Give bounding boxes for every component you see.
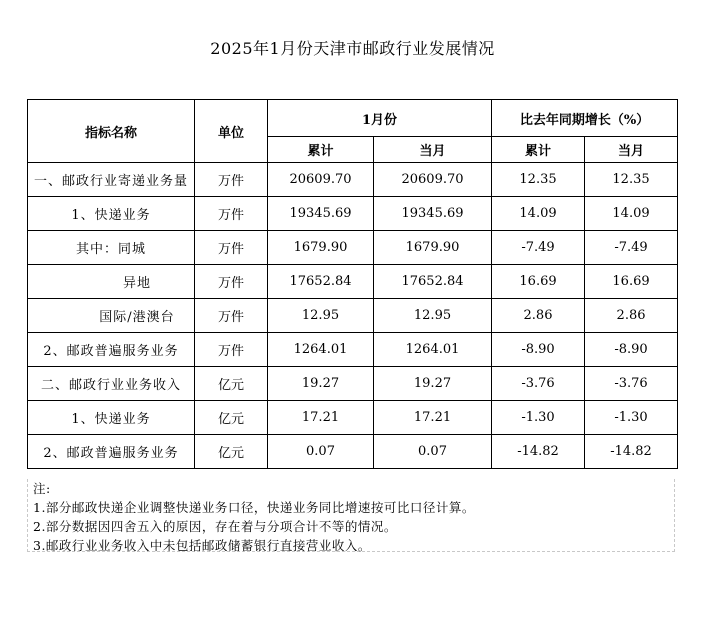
table-row <box>28 163 678 197</box>
row-name: 异地 <box>28 265 195 299</box>
row-name: 国际/港澳台 <box>28 299 195 333</box>
row-cumulative: 17652.84 <box>268 265 374 299</box>
row-current: 17.21 <box>374 401 492 435</box>
row-cumulative: 1264.01 <box>268 333 374 367</box>
row-name: 其中：同城 <box>28 231 195 265</box>
row-growth-current: -3.76 <box>585 367 678 401</box>
notes-heading: 注: <box>33 481 51 496</box>
row-name: 1、快递业务 <box>28 197 195 231</box>
table-row <box>28 333 678 367</box>
row-current: 19.27 <box>374 367 492 401</box>
table-row <box>28 299 678 333</box>
row-unit: 万件 <box>195 333 268 367</box>
row-growth-current: -7.49 <box>585 231 678 265</box>
row-growth-cumulative: 12.35 <box>492 163 585 197</box>
header-growth-current-month: 当月 <box>585 137 678 163</box>
row-growth-cumulative: -1.30 <box>492 401 585 435</box>
row-name: 二、邮政行业业务收入 <box>28 367 195 401</box>
table-row <box>28 401 678 435</box>
row-unit: 亿元 <box>195 367 268 401</box>
row-current: 17652.84 <box>374 265 492 299</box>
row-cumulative: 1679.90 <box>268 231 374 265</box>
note-item: 3.邮政行业业务收入中未包括邮政储蓄银行直接营业收入。 <box>33 538 371 553</box>
header-growth-cumulative: 累计 <box>492 137 585 163</box>
row-current: 20609.70 <box>374 163 492 197</box>
header-month-group: 1月份 <box>268 100 492 137</box>
row-growth-cumulative: -7.49 <box>492 231 585 265</box>
row-unit: 万件 <box>195 163 268 197</box>
row-growth-cumulative: 2.86 <box>492 299 585 333</box>
row-unit: 万件 <box>195 231 268 265</box>
table-row <box>28 231 678 265</box>
note-item: 1.部分邮政快递企业调整快递业务口径，快递业务同比增速按可比口径计算。 <box>33 500 475 515</box>
row-unit: 亿元 <box>195 435 268 469</box>
stats-table <box>27 99 678 469</box>
row-growth-current: -8.90 <box>585 333 678 367</box>
table-row <box>28 435 678 469</box>
row-current: 1679.90 <box>374 231 492 265</box>
header-indicator: 指标名称 <box>28 100 195 163</box>
row-current: 1264.01 <box>374 333 492 367</box>
row-current: 12.95 <box>374 299 492 333</box>
row-unit: 万件 <box>195 197 268 231</box>
row-growth-cumulative: -3.76 <box>492 367 585 401</box>
page-title: 2025年1月份天津市邮政行业发展情况 <box>210 39 495 58</box>
table-row <box>28 367 678 401</box>
row-cumulative: 17.21 <box>268 401 374 435</box>
row-growth-cumulative: 14.09 <box>492 197 585 231</box>
header-cumulative: 累计 <box>268 137 374 163</box>
row-cumulative: 19345.69 <box>268 197 374 231</box>
row-growth-current: -1.30 <box>585 401 678 435</box>
row-name: 2、邮政普遍服务业务 <box>28 435 195 469</box>
row-cumulative: 0.07 <box>268 435 374 469</box>
header-current-month: 当月 <box>374 137 492 163</box>
row-current: 19345.69 <box>374 197 492 231</box>
row-cumulative: 12.95 <box>268 299 374 333</box>
row-growth-current: 14.09 <box>585 197 678 231</box>
table-row <box>28 197 678 231</box>
row-unit: 亿元 <box>195 401 268 435</box>
row-cumulative: 20609.70 <box>268 163 374 197</box>
row-growth-current: -14.82 <box>585 435 678 469</box>
row-current: 0.07 <box>374 435 492 469</box>
row-growth-current: 16.69 <box>585 265 678 299</box>
header-growth-group: 比去年同期增长（%） <box>492 100 678 137</box>
row-growth-cumulative: 16.69 <box>492 265 585 299</box>
table-row <box>28 265 678 299</box>
row-unit: 万件 <box>195 265 268 299</box>
row-growth-cumulative: -14.82 <box>492 435 585 469</box>
header-unit: 单位 <box>195 100 268 163</box>
note-item: 2.部分数据因四舍五入的原因，存在着与分项合计不等的情况。 <box>33 519 397 534</box>
row-growth-cumulative: -8.90 <box>492 333 585 367</box>
row-growth-current: 2.86 <box>585 299 678 333</box>
header-row-1 <box>28 100 678 137</box>
notes-box <box>27 479 675 552</box>
row-cumulative: 19.27 <box>268 367 374 401</box>
row-unit: 万件 <box>195 299 268 333</box>
row-name: 2、邮政普遍服务业务 <box>28 333 195 367</box>
row-name: 1、快递业务 <box>28 401 195 435</box>
row-growth-current: 12.35 <box>585 163 678 197</box>
row-name: 一、邮政行业寄递业务量 <box>28 163 195 197</box>
